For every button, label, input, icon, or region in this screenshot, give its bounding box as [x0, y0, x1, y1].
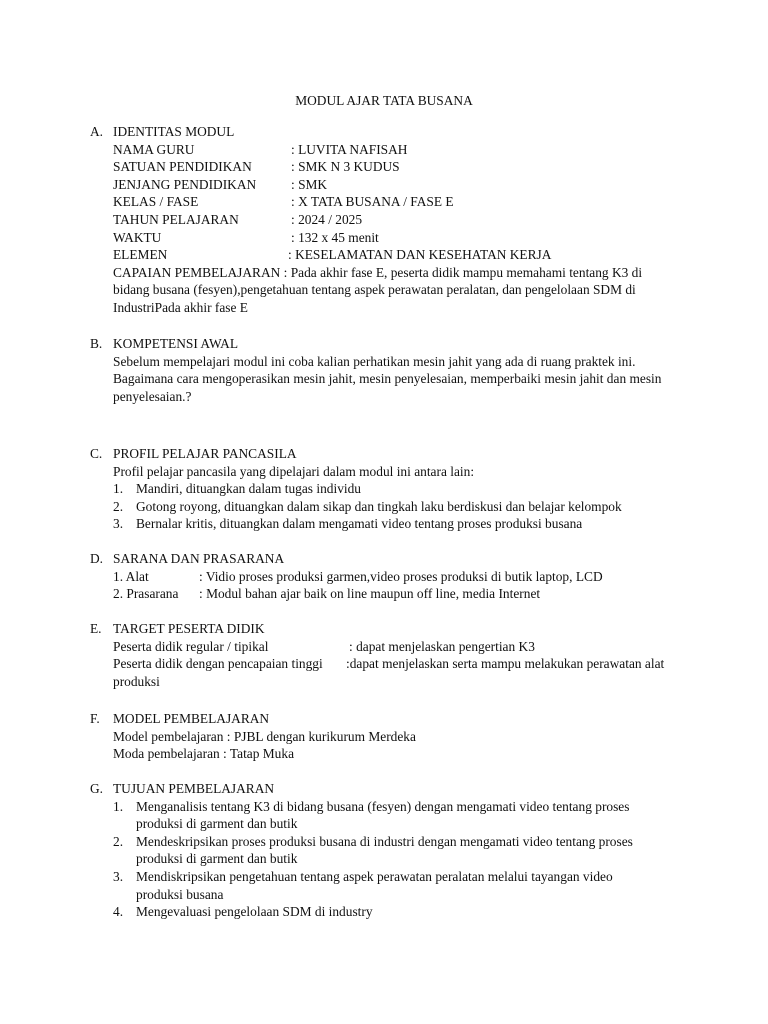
- target-key: Peserta didik dengan pencapaian tinggi: [113, 656, 323, 672]
- model-text: Model pembelajaran : PJBL dengan kurikurum Merdeka: [113, 728, 416, 744]
- identity-value: : KESELAMATAN DAN KESEHATAN KERJA: [288, 247, 552, 263]
- list-text: Mendiskripsikan pengetahuan tentang aspek perawatan peralatan melalui tayangan video produksi busana: [136, 868, 613, 902]
- section-heading: [90, 620, 690, 638]
- list-text: Menganalisis tentang K3 di bidang busana (fesyen) dengan mengamati video tentang proses produksi di garment dan butik: [136, 798, 630, 832]
- model-line: [113, 745, 690, 763]
- identity-value: : SMK N 3 KUDUS: [291, 159, 400, 175]
- list-number: 1.: [113, 798, 124, 814]
- target-value: : dapat menjelaskan pengertian K3: [349, 638, 535, 654]
- identity-key: TAHUN PELAJARAN: [113, 211, 239, 227]
- identity-key: NAMA GURU: [113, 141, 195, 157]
- section-model-pembelajaran: [90, 710, 690, 763]
- section-profil-pelajar-pancasila: [90, 445, 690, 533]
- target-row: [113, 655, 690, 673]
- list-text: Gotong royong, dituangkan dalam sikap dan tingkah laku berdiskusi dan belajar kelompok: [136, 498, 622, 514]
- capaian-pembelajaran: CAPAIAN PEMBELAJARAN : Pada akhir fase E, peserta didik mampu memahami tentang K3 di bidang busana (fesyen),pengetahuan tentang aspek perawatan peralatan, dan pengelolaan SDM di IndustriPada akhir fase E: [113, 264, 643, 315]
- list-number: 3.: [113, 516, 124, 532]
- target-row: [113, 638, 690, 656]
- identity-row: [113, 176, 690, 194]
- section-title: KOMPETENSI AWAL: [113, 336, 239, 351]
- list-text: Mandiri, dituangkan dalam tugas individu: [136, 481, 361, 497]
- section-heading: [90, 710, 690, 728]
- section-letter: G.: [90, 781, 104, 796]
- section-letter: A.: [90, 124, 104, 139]
- section-heading: [90, 780, 690, 798]
- identity-row: [113, 246, 690, 264]
- list-number: 1.: [113, 481, 124, 497]
- model-line: [113, 728, 690, 746]
- identity-row: [113, 141, 690, 159]
- identity-key: SATUAN PENDIDIKAN: [113, 159, 252, 175]
- document-title: MODUL AJAR TATA BUSANA: [295, 93, 473, 108]
- sarana-value: : Vidio proses produksi garmen,video proses produksi di butik laptop, LCD: [199, 568, 603, 584]
- list-item: [113, 515, 690, 533]
- list-number: 3.: [113, 868, 124, 884]
- list-item: [113, 868, 650, 903]
- section-kompetensi-awal: [90, 335, 690, 405]
- section-heading: [90, 123, 690, 141]
- identity-key: WAKTU: [113, 229, 162, 245]
- section-identitas-modul: [90, 123, 690, 317]
- identity-row: [113, 193, 690, 211]
- profil-list: [113, 480, 690, 533]
- identity-value: : 2024 / 2025: [291, 211, 363, 227]
- tujuan-list: [113, 798, 650, 921]
- section-heading: [90, 550, 690, 568]
- list-number: 2.: [113, 833, 124, 849]
- section-title: SARANA DAN PRASARANA: [113, 551, 285, 566]
- sarana-row: [113, 585, 690, 603]
- profil-intro: Profil pelajar pancasila yang dipelajari dalam modul ini antara lain:: [113, 463, 475, 479]
- list-text: Bernalar kritis, dituangkan dalam mengamati video tentang proses produksi busana: [136, 516, 583, 532]
- sarana-key: 2. Prasarana: [113, 586, 179, 602]
- target-row-continuation: [113, 673, 690, 691]
- target-value: :dapat menjelaskan serta mampu melakukan perawatan alat: [346, 656, 665, 672]
- identity-value: : X TATA BUSANA / FASE E: [291, 194, 454, 210]
- section-letter: B.: [90, 336, 103, 351]
- section-title: TARGET PESERTA DIDIK: [113, 621, 265, 636]
- section-tujuan-pembelajaran: [90, 780, 690, 921]
- kompetensi-awal-text: Sebelum mempelajari modul ini coba kalian perhatikan mesin jahit yang ada di ruang praktek ini. Bagaimana cara mengoperasikan mesin jahit, mesin penyelesaian, memperbaiki mesin jahit dan mesin penyelesaian.?: [113, 353, 662, 404]
- identity-row: [113, 229, 690, 247]
- identity-value: : LUVITA NAFISAH: [291, 141, 408, 157]
- identity-row: [113, 158, 690, 176]
- list-text: Mendeskripsikan proses produksi busana di industri dengan mengamati video tentang proses produksi di garment dan butik: [136, 833, 633, 867]
- list-number: 2.: [113, 498, 124, 514]
- target-value-continued: produksi: [113, 673, 160, 689]
- target-key: Peserta didik regular / tipikal: [113, 638, 269, 654]
- section-title: MODEL PEMBELAJARAN: [113, 711, 270, 726]
- section-target-peserta-didik: [90, 620, 690, 690]
- identity-row: [113, 211, 690, 229]
- section-title: TUJUAN PEMBELAJARAN: [113, 781, 275, 796]
- list-item: [113, 903, 650, 921]
- list-item: [113, 498, 690, 516]
- list-item: [113, 798, 650, 833]
- identity-value: : SMK: [291, 176, 328, 192]
- section-letter: C.: [90, 446, 103, 461]
- model-text: Moda pembelajaran : Tatap Muka: [113, 746, 295, 762]
- section-letter: D.: [90, 551, 104, 566]
- sarana-row: [113, 568, 690, 586]
- identity-key: ELEMEN: [113, 247, 168, 263]
- list-text: Mengevaluasi pengelolaan SDM di industry: [136, 904, 373, 920]
- section-letter: F.: [90, 711, 100, 726]
- list-number: 4.: [113, 904, 124, 920]
- section-heading: [90, 335, 690, 353]
- section-sarana-prasarana: [90, 550, 690, 603]
- section-title: PROFIL PELAJAR PANCASILA: [113, 446, 297, 461]
- identity-key: KELAS / FASE: [113, 194, 199, 210]
- section-title: IDENTITAS MODUL: [113, 124, 235, 139]
- sarana-key: 1. Alat: [113, 568, 149, 584]
- section-heading: [90, 445, 690, 463]
- sarana-value: : Modul bahan ajar baik on line maupun off line, media Internet: [199, 586, 541, 602]
- identity-key: JENJANG PENDIDIKAN: [113, 176, 257, 192]
- list-item: [113, 480, 690, 498]
- list-item: [113, 833, 650, 868]
- identity-value: : 132 x 45 menit: [291, 229, 379, 245]
- section-letter: E.: [90, 621, 102, 636]
